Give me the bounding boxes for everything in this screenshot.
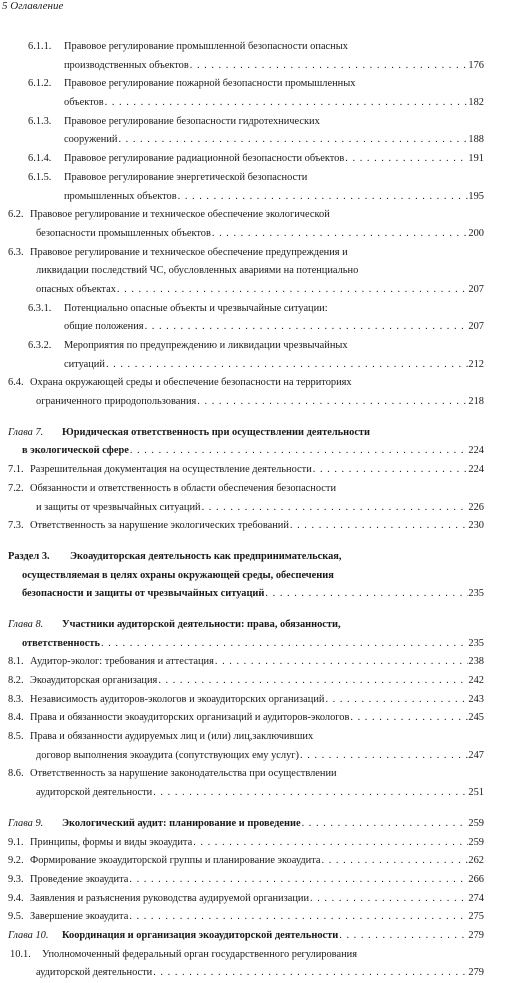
toc-entry-number: Глава 9. bbox=[8, 817, 44, 829]
dot-leader bbox=[117, 281, 468, 300]
toc-line bbox=[0, 964, 512, 983]
toc-line bbox=[0, 908, 512, 927]
toc-page-number: 251 bbox=[468, 787, 484, 799]
toc-line bbox=[0, 709, 512, 728]
dot-leader bbox=[322, 852, 469, 871]
toc-entry-title: Правовое регулирование энергетической безопасности bbox=[64, 171, 308, 183]
dot-leader bbox=[190, 57, 469, 76]
dot-leader bbox=[118, 131, 468, 150]
toc-page-number: 176 bbox=[468, 59, 484, 71]
dot-leader bbox=[129, 871, 468, 890]
dot-leader bbox=[212, 225, 469, 244]
toc-entry-title: ограниченного природопользования bbox=[36, 396, 197, 408]
dot-leader bbox=[290, 517, 469, 536]
toc-entry-title: сооружений bbox=[64, 134, 118, 146]
toc-line bbox=[0, 815, 512, 834]
toc-entry-number: 6.1.1. bbox=[28, 41, 52, 52]
dot-leader bbox=[197, 393, 468, 412]
toc-line bbox=[0, 616, 512, 635]
toc-entry-title: производственных объектов bbox=[64, 59, 189, 71]
toc-line bbox=[0, 946, 512, 965]
toc-entry-title: ответственность bbox=[22, 637, 100, 649]
dot-leader bbox=[325, 691, 468, 710]
toc-entry-title: Мероприятия по предупреждению и ликвидации чрезвычайных bbox=[64, 340, 348, 351]
dot-leader bbox=[153, 964, 468, 983]
toc-entry-title: Экоаудиторская организация bbox=[30, 675, 158, 686]
toc-entry-number: 9.5. bbox=[8, 911, 24, 923]
toc-entry-number: Глава 8. bbox=[8, 618, 44, 630]
toc-entry-title: Ответственность за нарушение экологических требований bbox=[30, 520, 289, 532]
dot-leader bbox=[345, 150, 468, 169]
toc-entry-title: аудиторской деятельности bbox=[36, 967, 153, 979]
toc-entry-number: 8.1. bbox=[8, 656, 24, 668]
toc-line bbox=[0, 318, 512, 337]
toc-entry-title: договор выполнения экоаудита (сопутствующих ему услуг) bbox=[36, 749, 299, 761]
toc-entry-title: безопасности и защиты от чрезвычайных ситуаций bbox=[22, 588, 265, 600]
toc-entry-number: 10.1. bbox=[10, 948, 31, 960]
toc-line bbox=[0, 57, 512, 76]
toc-page-number: 188 bbox=[468, 134, 484, 146]
dot-leader bbox=[105, 94, 469, 113]
toc-entry-title: аудиторской деятельности bbox=[36, 787, 153, 799]
table-of-contents bbox=[0, 38, 512, 983]
dot-leader bbox=[145, 318, 469, 337]
toc-line bbox=[0, 374, 512, 393]
toc-line bbox=[0, 852, 512, 871]
toc-page-number: 274 bbox=[468, 892, 484, 904]
toc-entry-title: промышленных объектов bbox=[64, 190, 177, 202]
toc-entry-number: 7.1. bbox=[8, 464, 24, 476]
dot-leader bbox=[265, 585, 468, 604]
toc-page-number: 235 bbox=[468, 637, 484, 649]
toc-line bbox=[0, 653, 512, 672]
toc-page-number: 212 bbox=[468, 358, 484, 370]
dot-leader bbox=[215, 653, 469, 672]
toc-page-number: 207 bbox=[468, 321, 484, 333]
toc-entry-title: Правовое регулирование безопасности гидротехнических bbox=[64, 115, 320, 127]
toc-entry-number: 6.4. bbox=[8, 377, 24, 389]
toc-entry-title: Экоаудиторская деятельность как предпринимательская, bbox=[70, 550, 342, 562]
dot-leader bbox=[302, 815, 469, 834]
toc-line bbox=[0, 499, 512, 518]
toc-entry-title: Правовое регулирование и техническое обеспечение предупреждения и bbox=[30, 246, 348, 258]
toc-line bbox=[0, 728, 512, 747]
toc-entry-number: 6.1.2. bbox=[28, 78, 52, 90]
toc-line bbox=[0, 480, 512, 499]
toc-entry-title: Юридическая ответственность при осуществлении деятельности bbox=[62, 426, 371, 438]
toc-entry-number: 7.2. bbox=[8, 482, 24, 494]
toc-entry-number: 6.2. bbox=[8, 209, 24, 221]
toc-page-number: 200 bbox=[468, 227, 484, 239]
toc-line bbox=[0, 672, 512, 691]
toc-entry-title: Правовое регулирование радиационной безопасности объектов bbox=[64, 153, 345, 165]
toc-entry-number: Раздел 3. bbox=[8, 550, 50, 562]
dot-leader bbox=[178, 188, 469, 207]
toc-entry-title: Права и обязанности аудируемых лиц и (или) лиц,заключивших bbox=[30, 731, 314, 743]
dot-leader bbox=[129, 908, 468, 927]
toc-line bbox=[0, 635, 512, 654]
toc-page-number: 262 bbox=[468, 855, 484, 867]
toc-line bbox=[0, 927, 512, 946]
toc-entry-title: Права и обязанности экоаудиторских организаций и аудиторов-экологов bbox=[30, 712, 350, 724]
toc-entry-title: Правовое регулирование промышленной безопасности опасных bbox=[64, 41, 348, 52]
dot-leader bbox=[350, 709, 468, 728]
toc-entry-title: Экологический аудит: планирование и проведение bbox=[62, 817, 301, 829]
toc-entry-title: и защиты от чрезвычайных ситуаций bbox=[36, 501, 201, 513]
toc-line bbox=[0, 225, 512, 244]
toc-page-number: 259 bbox=[468, 836, 484, 848]
dot-leader bbox=[339, 927, 468, 946]
toc-line bbox=[0, 585, 512, 604]
dot-leader bbox=[158, 672, 468, 691]
toc-line bbox=[0, 461, 512, 480]
toc-entry-number: 7.3. bbox=[8, 520, 24, 532]
toc-entry-title: Участники аудиторской деятельности: права, обязанности, bbox=[62, 618, 341, 630]
toc-line bbox=[0, 834, 512, 853]
dot-leader bbox=[101, 635, 468, 654]
toc-page-number: 230 bbox=[468, 520, 484, 532]
toc-entry-title: в экологической сфере bbox=[22, 445, 129, 457]
toc-entry-title: Разрешительная документация на осуществление деятельности bbox=[30, 464, 312, 476]
toc-entry-title: объектов bbox=[64, 97, 104, 109]
toc-entry-number: 6.1.3. bbox=[28, 115, 52, 127]
toc-page-number: 247 bbox=[468, 749, 484, 761]
toc-page-number: 195 bbox=[468, 190, 484, 202]
toc-page-number: 243 bbox=[468, 693, 484, 705]
toc-line bbox=[0, 765, 512, 784]
toc-page-number: 245 bbox=[468, 712, 484, 724]
toc-line bbox=[0, 75, 512, 94]
dot-leader bbox=[313, 461, 469, 480]
toc-line bbox=[0, 38, 512, 57]
toc-line bbox=[0, 206, 512, 225]
toc-line bbox=[0, 131, 512, 150]
toc-line bbox=[0, 94, 512, 113]
toc-entry-title: Заявления и разъяснения руководства аудируемой организации bbox=[30, 892, 310, 904]
page-header: 5 Оглавление bbox=[2, 0, 64, 12]
toc-entry-title: осуществляемая в целях охраны окружающей среды, обеспечения bbox=[22, 569, 334, 581]
toc-line bbox=[0, 113, 512, 132]
toc-line bbox=[0, 356, 512, 375]
toc-entry-title: Уполномоченный федеральный орган государственного регулирования bbox=[42, 948, 357, 960]
toc-line bbox=[0, 548, 512, 567]
toc-entry-number: 8.5. bbox=[8, 731, 24, 743]
toc-line bbox=[0, 424, 512, 443]
toc-line bbox=[0, 150, 512, 169]
toc-line bbox=[0, 169, 512, 188]
toc-entry-number: 9.2. bbox=[8, 855, 24, 867]
toc-page-number: 259 bbox=[468, 817, 484, 829]
toc-page-number: 218 bbox=[468, 396, 484, 408]
toc-page-number: 191 bbox=[468, 153, 484, 165]
dot-leader bbox=[130, 442, 469, 461]
toc-entry-title: Правовое регулирование и техническое обеспечение экологической bbox=[30, 209, 330, 221]
toc-page-number: 224 bbox=[468, 445, 484, 457]
dot-leader bbox=[193, 834, 468, 853]
dot-leader bbox=[153, 784, 468, 803]
toc-line bbox=[0, 890, 512, 909]
toc-page-number: 235 bbox=[468, 588, 484, 600]
toc-entry-number: 6.3. bbox=[8, 246, 24, 258]
toc-line bbox=[0, 281, 512, 300]
toc-line bbox=[0, 567, 512, 586]
toc-entry-number: 8.3. bbox=[8, 693, 24, 705]
toc-line bbox=[0, 691, 512, 710]
toc-page-number: 226 bbox=[468, 501, 484, 513]
toc-page-number: 279 bbox=[468, 929, 484, 941]
toc-page-number: 207 bbox=[468, 283, 484, 295]
toc-entry-title: Завершение экоаудита bbox=[30, 911, 129, 923]
toc-entry-number: 6.3.2. bbox=[28, 340, 52, 351]
toc-line bbox=[0, 747, 512, 766]
toc-entry-title: опасных объектах bbox=[36, 283, 116, 295]
toc-line bbox=[0, 262, 512, 281]
toc-line bbox=[0, 300, 512, 319]
toc-entry-title: Аудитор-эколог: требования и аттестация bbox=[30, 656, 214, 668]
toc-page-number: 266 bbox=[468, 873, 484, 885]
toc-entry-number: 9.3. bbox=[8, 873, 24, 885]
dot-leader bbox=[106, 356, 468, 375]
toc-page-number: 279 bbox=[468, 967, 484, 979]
toc-page-number: 182 bbox=[468, 97, 484, 109]
toc-entry-title: Принципы, формы и виды экоаудита bbox=[30, 836, 193, 848]
toc-page-number: 238 bbox=[468, 656, 484, 668]
toc-line bbox=[0, 188, 512, 207]
toc-line bbox=[0, 393, 512, 412]
toc-line bbox=[0, 442, 512, 461]
toc-entry-title: безопасности промышленных объектов bbox=[36, 227, 211, 239]
toc-entry-number: Глава 7. bbox=[8, 426, 44, 438]
dot-leader bbox=[300, 747, 468, 766]
toc-entry-title: ситуаций bbox=[64, 358, 105, 370]
toc-entry-title: Независимость аудиторов-экологов и экоаудиторских организаций bbox=[30, 693, 325, 705]
dot-leader bbox=[310, 890, 468, 909]
toc-entry-number: 6.3.1. bbox=[28, 302, 52, 314]
toc-entry-number: 9.1. bbox=[8, 836, 24, 848]
toc-entry-title: Обязанности и ответственность в области обеспечения безопасности bbox=[30, 482, 337, 494]
toc-entry-title: Правовое регулирование пожарной безопасности промышленных bbox=[64, 78, 356, 90]
toc-entry-title: Ответственность за нарушение законодательства при осуществлении bbox=[30, 768, 337, 780]
toc-page-number: 224 bbox=[468, 464, 484, 476]
toc-entry-number: Глава 10. bbox=[8, 929, 49, 941]
toc-entry-number: 8.4. bbox=[8, 712, 24, 724]
toc-line bbox=[0, 337, 512, 356]
toc-entry-number: 8.6. bbox=[8, 768, 24, 780]
toc-page-number: 242 bbox=[468, 675, 484, 686]
toc-entry-number: 6.1.5. bbox=[28, 171, 52, 183]
toc-page-number: 275 bbox=[468, 911, 484, 923]
toc-entry-number: 9.4. bbox=[8, 892, 24, 904]
toc-entry-number: 6.1.4. bbox=[28, 153, 52, 165]
toc-entry-title: Проведение экоаудита bbox=[30, 873, 129, 885]
toc-entry-title: Формирование экоаудиторской группы и планирование экоаудита bbox=[30, 855, 321, 867]
toc-entry-title: Охрана окружающей среды и обеспечение безопасности на территориях bbox=[30, 377, 352, 389]
toc-line bbox=[0, 517, 512, 536]
toc-entry-title: Координация и организация экоаудиторской деятельности bbox=[62, 929, 339, 941]
dot-leader bbox=[202, 499, 469, 518]
toc-line bbox=[0, 871, 512, 890]
toc-entry-title: Потенциально опасные объекты и чрезвычайные ситуации: bbox=[64, 302, 328, 314]
toc-entry-number: 8.2. bbox=[8, 675, 24, 686]
toc-line bbox=[0, 244, 512, 263]
toc-line bbox=[0, 784, 512, 803]
toc-entry-title: ликвидации последствий ЧС, обусловленных авариями на потенциально bbox=[36, 265, 359, 277]
toc-entry-title: общие положения bbox=[64, 321, 144, 333]
